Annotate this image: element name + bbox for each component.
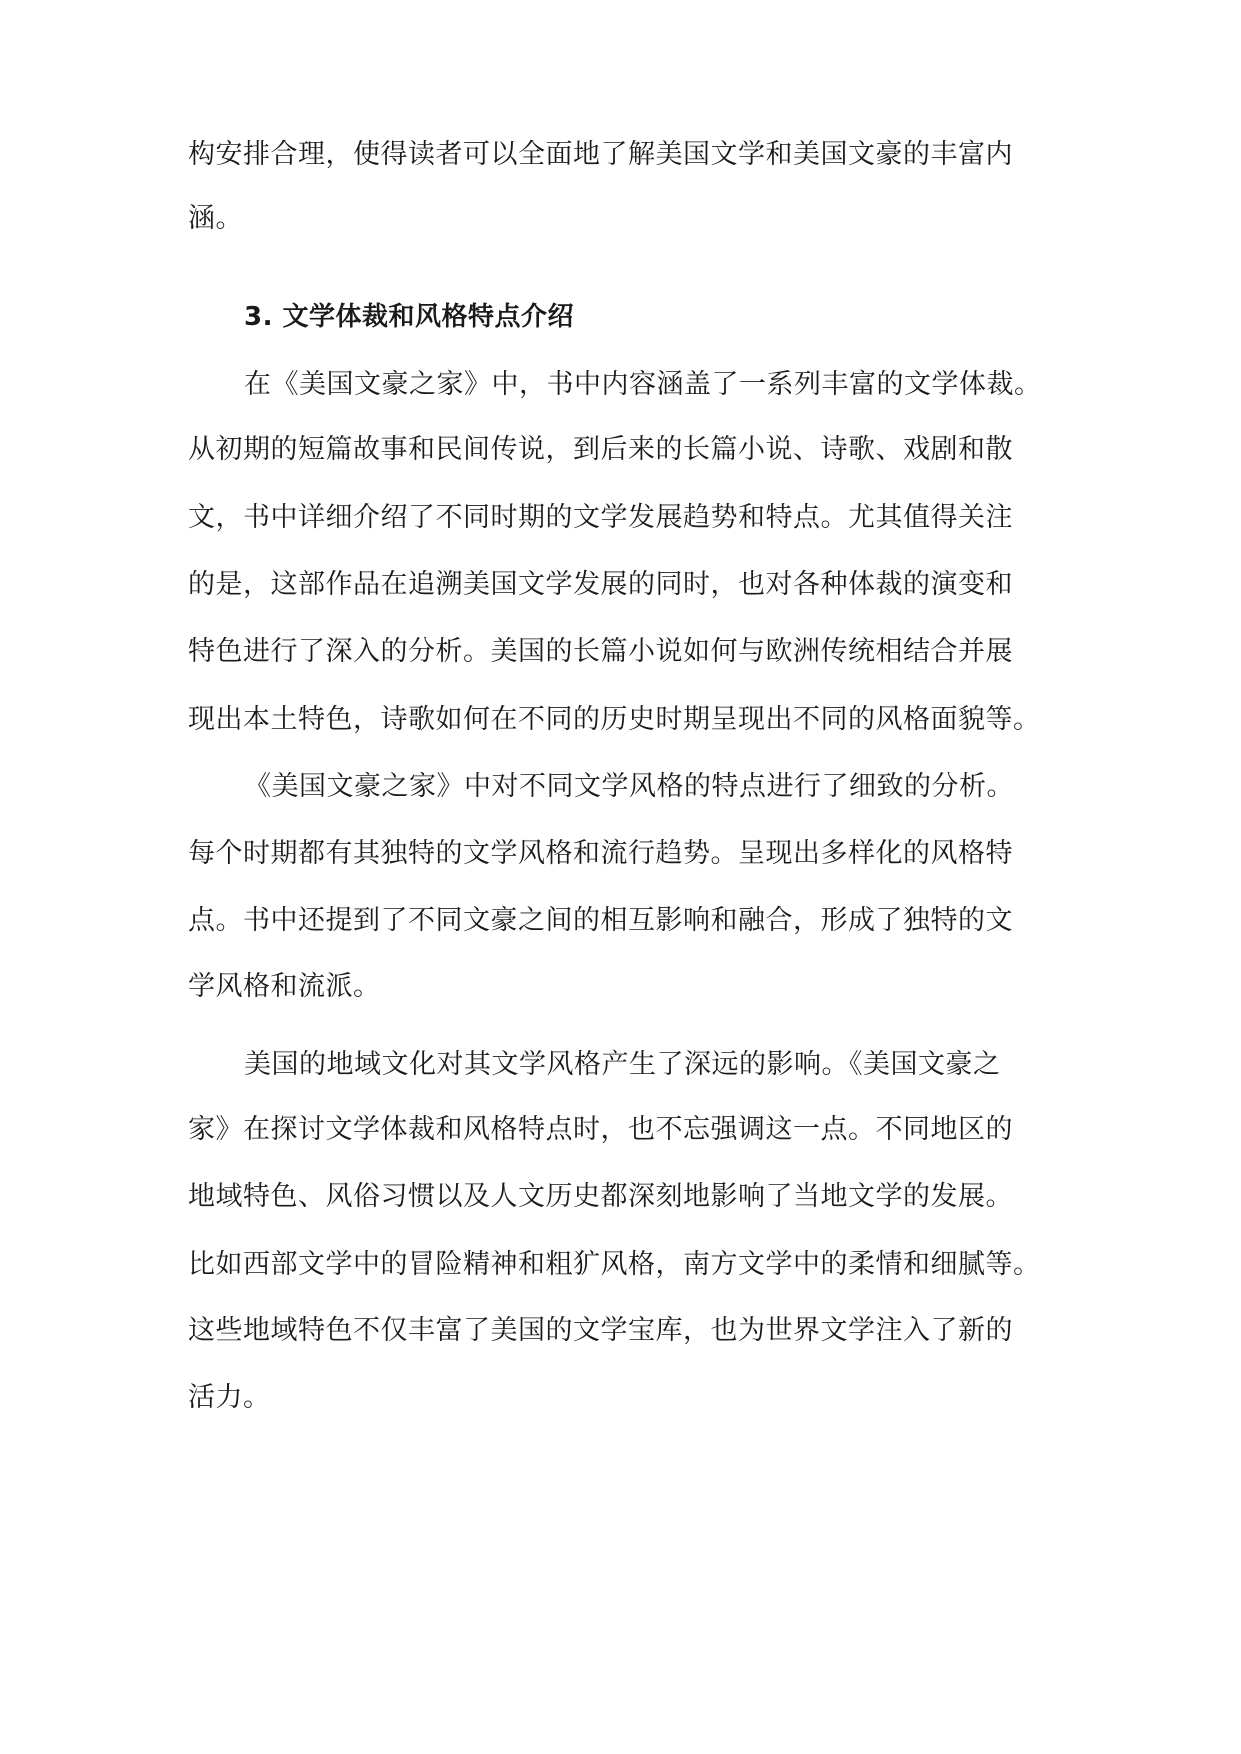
paragraph3-line-3: 地域特色、风俗习惯以及人文历史都深刻地影响了当地文学的发展。 (188, 1181, 1013, 1212)
paragraph1-line-6: 现出本土特色，诗歌如何在不同的历史时期呈现出不同的风格面貌等。 (188, 704, 1041, 735)
paragraph1-line-5: 特色进行了深入的分析。美国的长篇小说如何与欧洲传统相结合并展 (188, 636, 1013, 667)
paragraph2-line-4: 学风格和流派。 (188, 971, 381, 1002)
paragraph1-line-4: 的是，这部作品在追溯美国文学发展的同时，也对各种体裁的演变和 (188, 569, 1013, 600)
intro-line-1: 构安排合理，使得读者可以全面地了解美国文学和美国文豪的丰富内 (188, 139, 1013, 170)
paragraph3-line-5: 这些地域特色不仅丰富了美国的文学宝库，也为世界文学注入了新的 (188, 1315, 1013, 1346)
paragraph1-line-1: 在《美国文豪之家》中，书中内容涵盖了一系列丰富的文学体裁。 (244, 369, 1042, 400)
paragraph1-line-3: 文，书中详细介绍了不同时期的文学发展趋势和特点。尤其值得关注 (188, 502, 1013, 533)
paragraph1-line-2: 从初期的短篇故事和民间传说，到后来的长篇小说、诗歌、戏剧和散 (188, 434, 1013, 465)
section-heading: 3. 文学体裁和风格特点介绍 (244, 302, 575, 332)
paragraph3-line-6: 活力。 (188, 1382, 271, 1413)
paragraph2-line-3: 点。书中还提到了不同文豪之间的相互影响和融合，形成了独特的文 (188, 905, 1013, 936)
paragraph3-line-4: 比如西部文学中的冒险精神和粗犷风格，南方文学中的柔情和细腻等。 (188, 1249, 1041, 1280)
paragraph2-line-2: 每个时期都有其独特的文学风格和流行趋势。呈现出多样化的风格特 (188, 838, 1013, 869)
paragraph2-line-1: 《美国文豪之家》中对不同文学风格的特点进行了细致的分析。 (244, 771, 1014, 802)
paragraph3-line-1: 美国的地域文化对其文学风格产生了深远的影响。《美国文豪之 (244, 1049, 1001, 1080)
intro-line-2: 涵。 (188, 203, 243, 234)
paragraph3-line-2: 家》在探讨文学体裁和风格特点时，也不忘强调这一点。不同地区的 (188, 1114, 1013, 1145)
